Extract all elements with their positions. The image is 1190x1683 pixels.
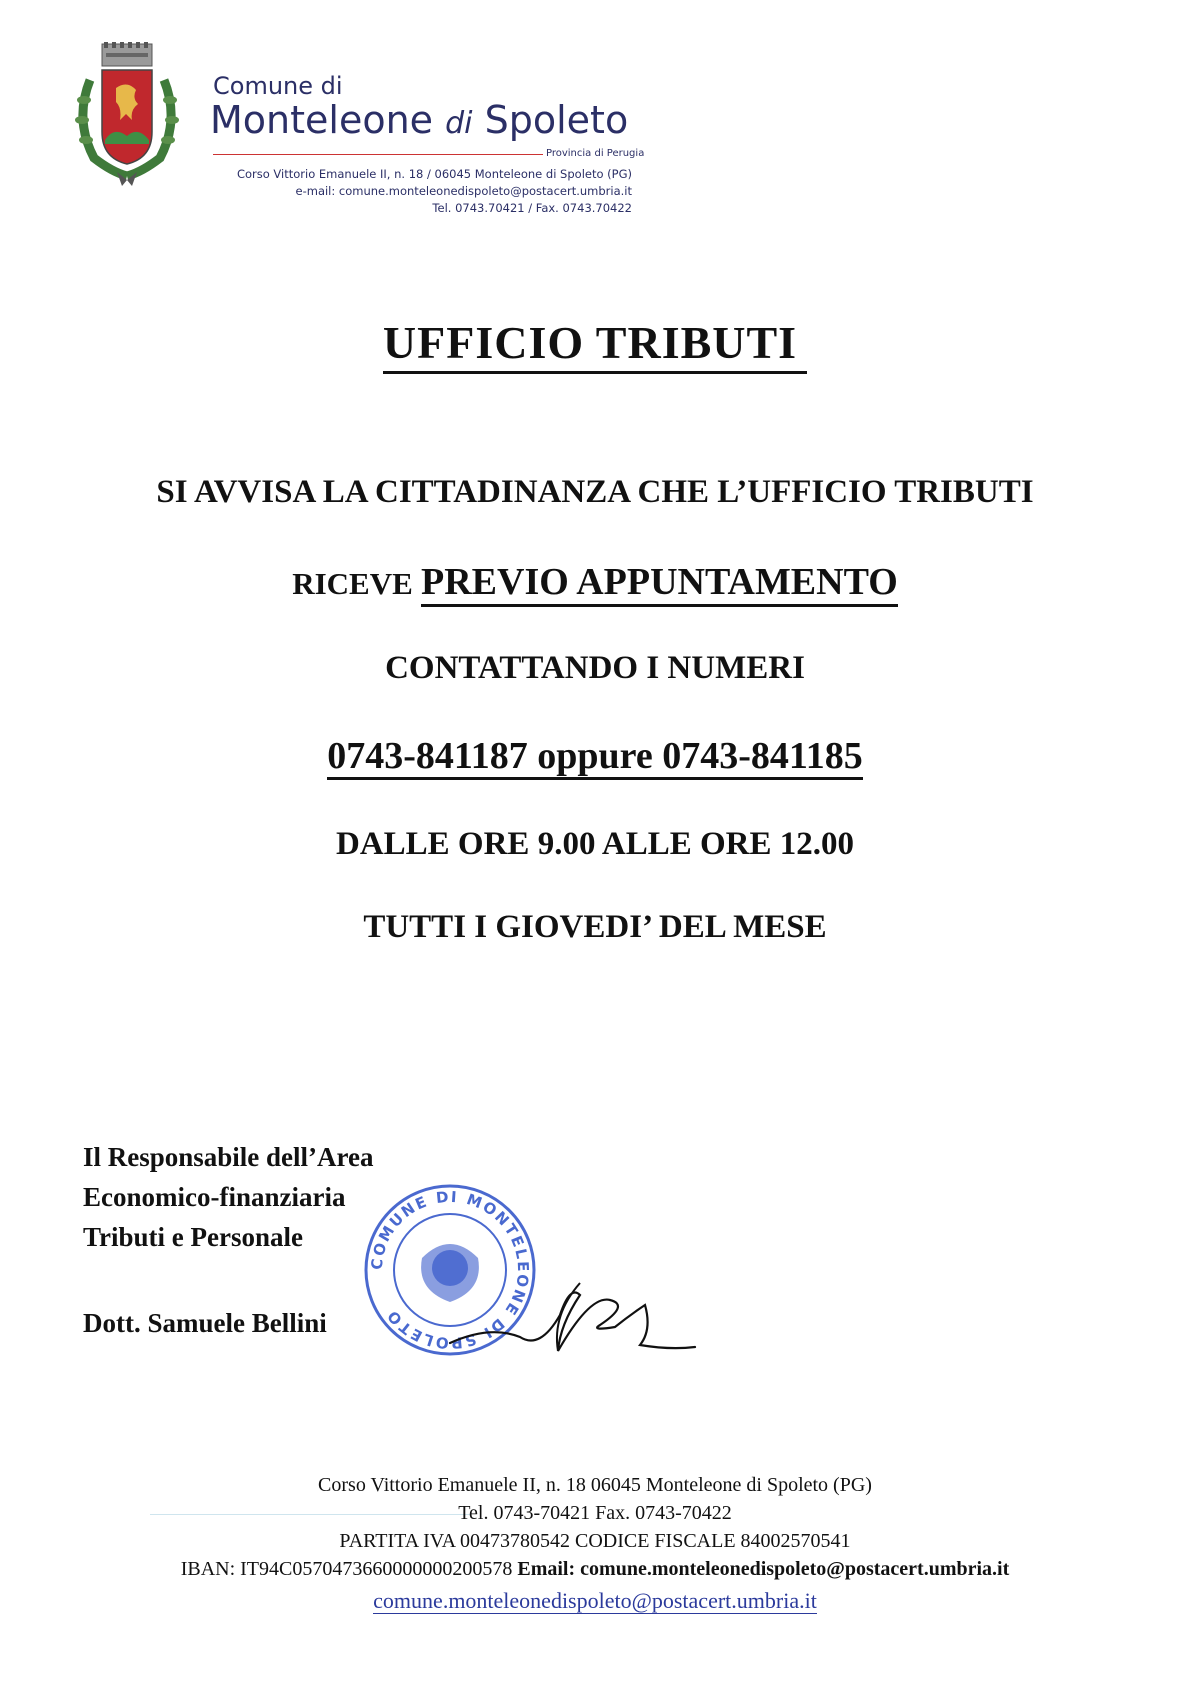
letterhead-phone: Tel. 0743.70421 / Fax. 0743.70422	[432, 201, 632, 215]
letterhead-name-tail: Spoleto	[484, 98, 629, 142]
letterhead-name-main: Monteleone	[210, 98, 434, 142]
signature-role-line-3: Tributi e Personale	[83, 1222, 303, 1252]
footer-email-label: Email:	[517, 1558, 576, 1580]
footer-email-link-line	[0, 1588, 1190, 1614]
letterhead-province: Provincia di Perugia	[546, 148, 645, 159]
footer-email-link[interactable]: comune.monteleonedispoleto@postacert.umbria.it	[373, 1588, 817, 1613]
signature-role-line-2: Economico-finanziaria	[83, 1182, 346, 1212]
municipal-crest-logo	[72, 40, 182, 190]
letterhead-name-di: di	[445, 106, 473, 141]
notice-line-3: CONTATTANDO I NUMERI	[385, 650, 805, 686]
footer-address: Corso Vittorio Emanuele II, n. 18 06045 Monteleone di Spoleto (PG)	[318, 1474, 872, 1496]
notice-phone-numbers-block	[0, 734, 1190, 778]
letterhead-address: Corso Vittorio Emanuele II, n. 18 / 06045 Monteleone di Spoleto (PG)	[236, 167, 632, 181]
notice-phone-numbers: 0743-841187 oppure 0743-841185	[327, 735, 863, 780]
signature-role-line-1: Il Responsabile dell’Area	[83, 1142, 374, 1172]
notice-title-block	[0, 316, 1190, 374]
notice-days: TUTTI I GIOVEDI’ DEL MESE	[363, 909, 827, 945]
footer-tax-codes: PARTITA IVA 00473780542 CODICE FISCALE 84002570541	[339, 1530, 851, 1552]
footer-email: comune.monteleonedispoleto@postacert.umbria.it	[580, 1558, 1010, 1580]
notice-by-appointment: PREVIO APPUNTAMENTO	[421, 561, 898, 607]
notice-receives: RICEVE	[292, 566, 413, 601]
signature-name: Dott. Samuele Bellini	[83, 1308, 327, 1338]
footer-iban-email	[0, 1558, 1190, 1581]
footer-phone: Tel. 0743-70421 Fax. 0743-70422	[458, 1502, 732, 1524]
footer-iban: IBAN: IT94C0570473660000000200578	[180, 1558, 513, 1580]
notice-title: UFFICIO TRIBUTI	[383, 316, 807, 374]
stamp-text: COMUNE DI MONTELEONE DI SPOLETO	[367, 1187, 533, 1353]
handwritten-signature-icon	[440, 1255, 700, 1365]
notice-line-2	[0, 560, 1190, 604]
notice-hours: DALLE ORE 9.00 ALLE ORE 12.00	[335, 826, 854, 862]
letterhead-email: e-mail: comune.monteleonedispoleto@postacert.umbria.it	[295, 184, 632, 198]
letterhead-comune-di: Comune di	[213, 72, 343, 100]
letterhead-municipality-name	[210, 98, 628, 142]
notice-line-1: SI AVVISA LA CITTADINANZA CHE L’UFFICIO TRIBUTI	[156, 474, 1034, 510]
letterhead-rule	[213, 154, 543, 155]
